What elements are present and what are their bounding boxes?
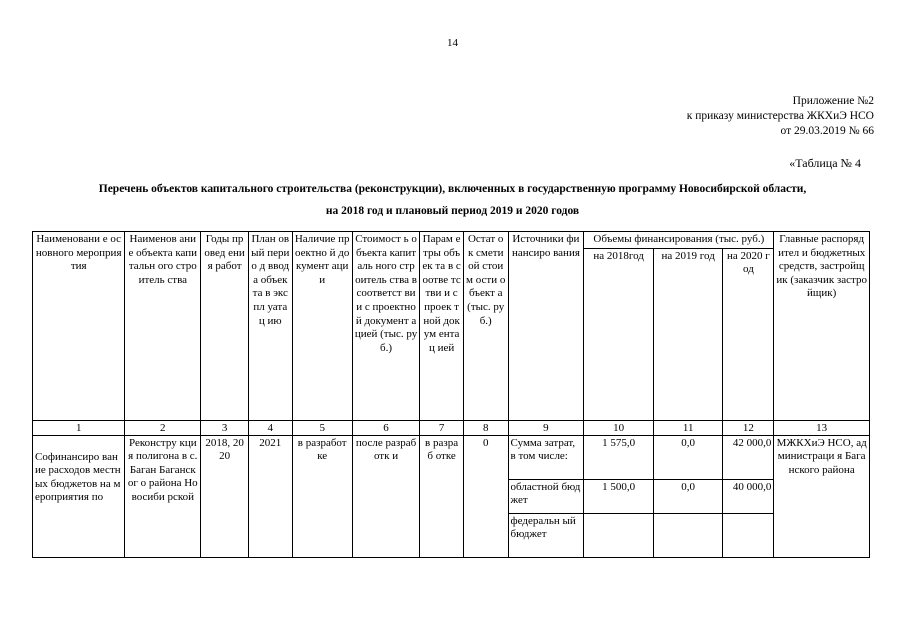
source-total-2020: 42 000,0 bbox=[723, 435, 774, 479]
col-num-9: 9 bbox=[508, 420, 584, 435]
header-cost: Стоимост ь объекта капиталь ного строитель ства в соответст вии с проектно й документ ацией (тыс. руб.) bbox=[352, 232, 419, 421]
source-regional-2020: 40 000,0 bbox=[723, 479, 774, 513]
appendix-line-2: к приказу министерства ЖКХиЭ НСО bbox=[686, 110, 874, 122]
col-num-1: 1 bbox=[33, 420, 125, 435]
col-num-8: 8 bbox=[463, 420, 508, 435]
col-num-12: 12 bbox=[723, 420, 774, 435]
objects-table bbox=[32, 231, 870, 558]
appendix-line-1: Приложение №2 bbox=[792, 95, 874, 107]
cell-measure: Софинансиро вание расходов местных бюджетов на мероприятия по bbox=[33, 435, 125, 557]
header-2020: на 2020 год bbox=[723, 248, 774, 420]
col-num-4: 4 bbox=[248, 420, 292, 435]
col-num-6: 6 bbox=[352, 420, 419, 435]
header-params: Парам етры объек та в соотве тстви и с проек тной докум ентац ией bbox=[420, 232, 464, 421]
document-title bbox=[0, 178, 905, 222]
col-num-10: 10 bbox=[584, 420, 654, 435]
header-financing-group: Объемы финансирования (тыс. руб.) bbox=[584, 232, 774, 249]
header-row bbox=[33, 232, 870, 249]
source-regional-2019: 0,0 bbox=[653, 479, 723, 513]
header-remaining: Остат ок смети ой стоим ости объект а (тыс. руб.) bbox=[463, 232, 508, 421]
col-num-3: 3 bbox=[201, 420, 249, 435]
column-numbers-row bbox=[33, 420, 870, 435]
source-federal-2018 bbox=[584, 513, 654, 557]
source-total-2019: 0,0 bbox=[653, 435, 723, 479]
source-federal-2019 bbox=[653, 513, 723, 557]
cell-responsible: МЖКХиЭ НСО, администраци я Баганского района bbox=[774, 435, 870, 557]
col-num-2: 2 bbox=[125, 420, 201, 435]
header-commission: План овый перио д ввода объек та в экспл уатац ию bbox=[248, 232, 292, 421]
header-2019: на 2019 год bbox=[653, 248, 723, 420]
cell-remaining: 0 bbox=[463, 435, 508, 557]
cell-years: 2018, 2020 bbox=[201, 435, 249, 557]
appendix-header bbox=[687, 94, 874, 139]
source-total-2018: 1 575,0 bbox=[584, 435, 654, 479]
page-number: 14 bbox=[447, 37, 458, 49]
source-federal-name: федеральн ый бюджет bbox=[508, 513, 584, 557]
source-federal-2020 bbox=[723, 513, 774, 557]
header-years: Годы провед ения работ bbox=[201, 232, 249, 421]
col-num-13: 13 bbox=[774, 420, 870, 435]
col-num-11: 11 bbox=[653, 420, 723, 435]
col-num-7: 7 bbox=[420, 420, 464, 435]
header-2018: на 2018год bbox=[584, 248, 654, 420]
header-sources: Источники финансиро вания bbox=[508, 232, 584, 421]
appendix-line-3: от 29.03.2019 № 66 bbox=[780, 125, 874, 137]
data-row-total bbox=[33, 435, 870, 479]
source-regional-2018: 1 500,0 bbox=[584, 479, 654, 513]
table-number: «Таблица № 4 bbox=[789, 156, 861, 170]
cell-documentation: в разработ ке bbox=[292, 435, 352, 557]
cell-params: в разраб отке bbox=[420, 435, 464, 557]
title-line-1: Перечень объектов капитального строительства (реконструкции), включенных в государственную программу Новосибирской области, bbox=[98, 183, 807, 195]
title-line-2: на 2018 год и плановый период 2019 и 2020 годов bbox=[325, 205, 580, 217]
header-documentation: Наличие проектно й документ ации bbox=[292, 232, 352, 421]
header-object: Наименов ание объекта капитальн ого строитель ства bbox=[125, 232, 201, 421]
source-total-name: Сумма затрат, в том числе: bbox=[508, 435, 584, 479]
cell-commission: 2021 bbox=[248, 435, 292, 557]
cell-cost: после разработк и bbox=[352, 435, 419, 557]
header-measure: Наименовани е основного мероприятия bbox=[33, 232, 125, 421]
cell-object: Реконстру кция полигона в с. Баган Баганског о района Новосиби рской bbox=[125, 435, 201, 557]
header-responsible: Главные распорядител и бюджетных средств, застройщик (заказчик застройщик) bbox=[774, 232, 870, 421]
source-regional-name: областной бюджет bbox=[508, 479, 584, 513]
col-num-5: 5 bbox=[292, 420, 352, 435]
